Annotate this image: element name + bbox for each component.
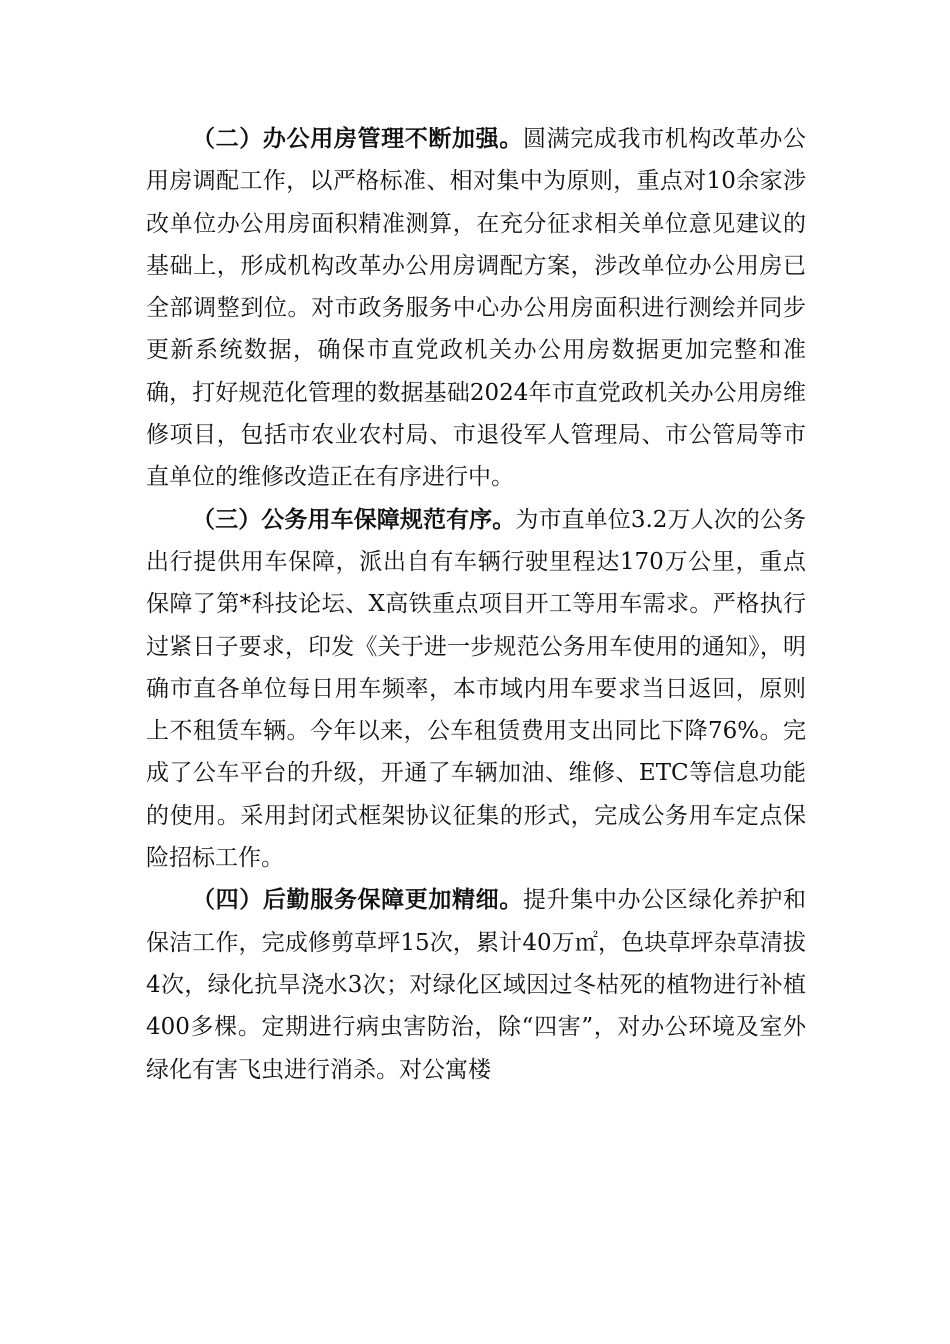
section-body-official-vehicles: 为市直单位3.2万人次的公务出行提供用车保障，派出自有车辆行驶里程达170万公里，重点保障了第*科技论坛、X高铁重点项目开工等用车需求。严格执行过紧日子要求，印发《关于进一步规范公务用车使用的通知》，明确市直各单位每日用车频率，本市域内用车要求当日返回，原则上不租赁车辆。今年以来，公车租赁费用支出同比下降76%。完成了公车平台的升级，开通了车辆加油、维修、ETC等信息功能的使用。采用封闭式框架协议征集的形式，完成公务用车定点保险招标工作。 [146, 506, 807, 872]
section-body-logistics-services: 提升集中办公区绿化养护和保洁工作，完成修剪草坪15次，累计40万㎡，色块草坪杂草清拔4次，绿化抗旱浇水3次；对绿化区域因过冬枯死的植物进行补植400多棵。定期进行病虫害防治，除“四害”，对办公环境及室外绿化有害飞虫进行消杀。对公寓楼 [146, 887, 807, 1083]
section-heading-official-vehicles: （三）公务用车保障规范有序。 [192, 505, 516, 533]
paragraph-logistics-services [146, 879, 806, 1090]
document-page [146, 118, 806, 1091]
section-heading-office-housing: （二）办公用房管理不断加强。 [192, 125, 523, 152]
section-body-office-housing: 圆满完成我市机构改革办公用房调配工作，以严格标准、相对集中为原则，重点对10余家涉改单位办公用房面积精准测算，在充分征求相关单位意见建议的基础上，形成机构改革办公用房调配方案，涉改单位办公用房已全部调整到位。对市政务服务中心办公用房面积进行测绘并同步更新系统数据，确保市直党政机关办公用房数据更加完整和准确，打好规范化管理的数据基础2024年市直党政机关办公用房维修项目，包括市农业农村局、市退役军人管理局、市公管局等市直单位的维修改造正在有序进行中。 [146, 126, 807, 491]
paragraph-office-housing [146, 118, 806, 499]
paragraph-official-vehicles [146, 499, 806, 880]
section-heading-logistics-services: （四）后勤服务保障更加精细。 [192, 886, 523, 914]
